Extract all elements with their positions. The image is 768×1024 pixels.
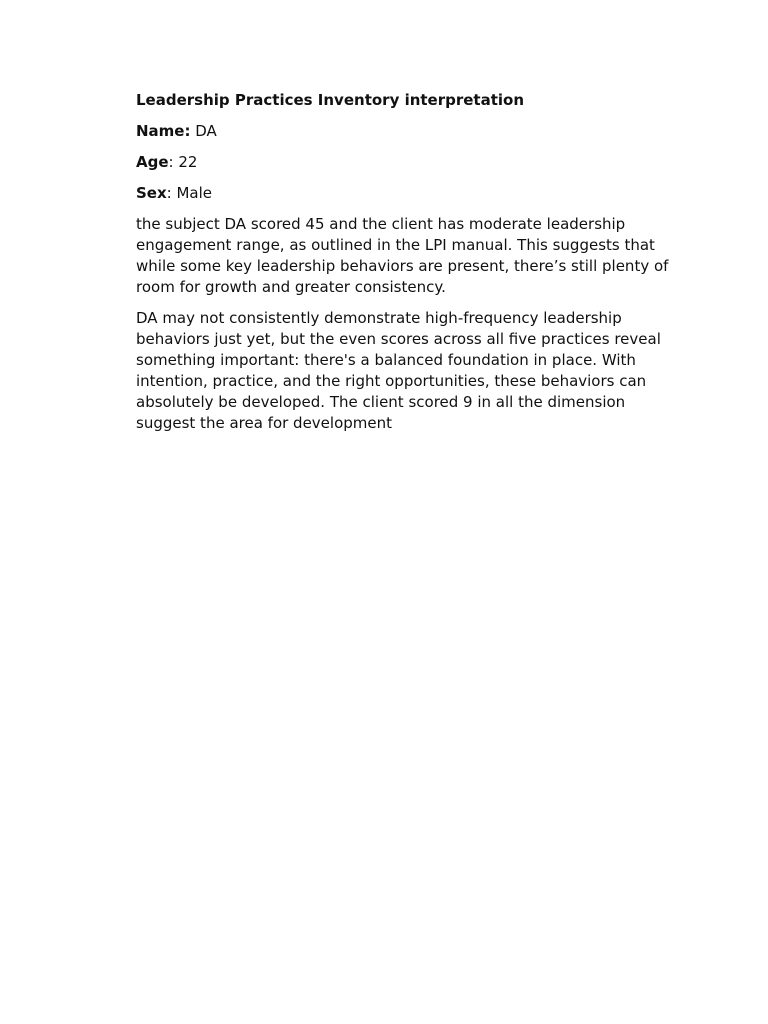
name-label: Name: bbox=[136, 122, 191, 140]
age-label: Age bbox=[136, 153, 169, 171]
development-paragraph: DA may not consistently demonstrate high-frequency leadership behaviors just yet, but the even scores across all five practices reveal something important: there's a balanced foundation in place. With intention, practice, and the right opportunities, these behaviors can absolutely be developed. The client scored 9 in all the dimension suggest the area for development bbox=[136, 309, 661, 432]
document-title: Leadership Practices Inventory interpretation bbox=[136, 91, 525, 109]
sex-label: Sex bbox=[136, 184, 167, 202]
name-value: DA bbox=[190, 122, 217, 140]
age-field bbox=[136, 152, 676, 173]
sex-field bbox=[136, 183, 676, 204]
score-paragraph: the subject DA scored 45 and the client has moderate leadership engagement range, as outlined in the LPI manual. This suggests that while some key leadership behaviors are present, there’s still plenty of room for growth and greater consistency. bbox=[136, 215, 669, 296]
sex-value: : Male bbox=[166, 184, 213, 202]
document-page bbox=[136, 90, 676, 444]
name-field bbox=[136, 121, 676, 142]
age-value: : 22 bbox=[168, 153, 198, 171]
